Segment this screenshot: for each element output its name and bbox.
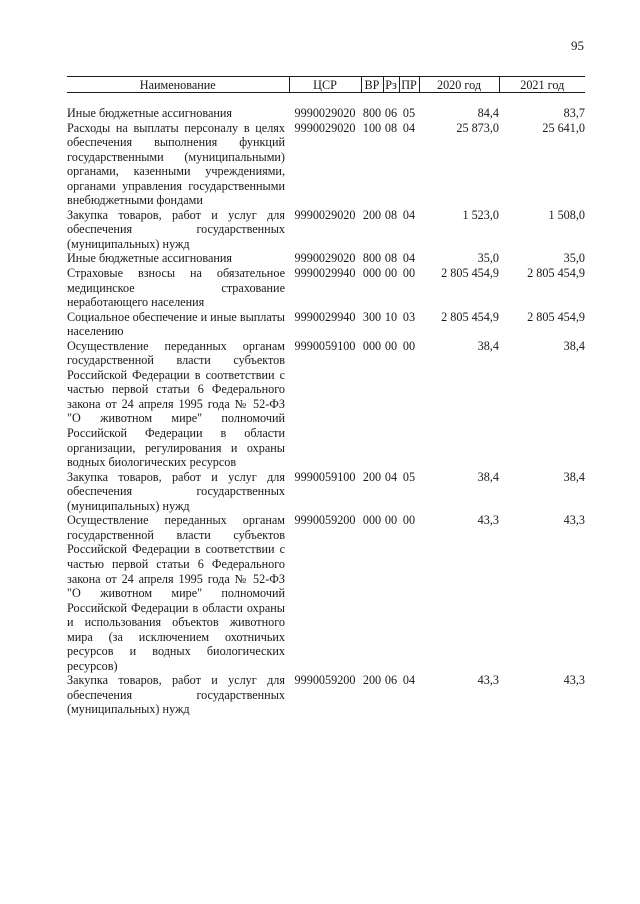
row-2021: 43,3 <box>563 673 585 688</box>
row-name: Закупка товаров, работ и услуг для обеспечения государственных (муниципальных) нужд <box>67 673 285 717</box>
row-rz: 00 <box>384 513 398 528</box>
row-2020: 25 873,0 <box>456 120 499 135</box>
row-2020: 2 805 454,9 <box>441 309 499 324</box>
row-pr: 00 <box>402 513 416 528</box>
row-rz: 00 <box>384 338 398 353</box>
row-pr: 05 <box>402 469 416 484</box>
row-2021: 1 508,0 <box>548 207 585 222</box>
row-rz: 06 <box>384 673 398 688</box>
row-vr: 800 <box>362 251 382 266</box>
row-csr: 9990029020 <box>294 251 356 266</box>
row-csr: 9990059200 <box>294 673 356 688</box>
row-2020: 43,3 <box>477 513 499 528</box>
row-2020: 38,4 <box>477 469 499 484</box>
table-row <box>67 470 585 514</box>
page-number: 95 <box>571 38 584 53</box>
header-2021: 2021 год <box>499 77 585 93</box>
header-name: Наименование <box>67 77 289 93</box>
row-vr: 100 <box>362 120 382 135</box>
row-vr: 200 <box>362 469 382 484</box>
row-csr: 9990059100 <box>294 338 356 353</box>
row-2020: 2 805 454,9 <box>441 266 499 281</box>
row-vr: 000 <box>362 338 382 353</box>
table-row <box>67 513 585 673</box>
row-pr: 04 <box>402 120 416 135</box>
row-pr: 05 <box>402 106 416 120</box>
row-pr: 00 <box>402 338 416 353</box>
budget-table <box>67 76 585 717</box>
row-csr: 9990029020 <box>294 120 356 135</box>
row-name: Осуществление переданных органам государственной власти субъектов Российской Федерации в соответствии с частью первой статьи 6 Федерального закона от 24 апреля 1995 года № 52-ФЗ "О животном мире" полномочий Российской Федерации в области организации, регулирования и охраны водных биологических ресурсов <box>67 338 285 470</box>
row-pr: 04 <box>402 251 416 266</box>
row-pr: 00 <box>402 266 416 281</box>
row-rz: 10 <box>384 309 398 324</box>
row-vr: 200 <box>362 673 382 688</box>
table-row <box>67 208 585 252</box>
row-name: Социальное обеспечение и иные выплаты населению <box>67 309 285 339</box>
row-vr: 800 <box>362 106 382 120</box>
table-row <box>67 339 585 470</box>
row-csr: 9990029940 <box>294 309 356 324</box>
row-name: Осуществление переданных органам государственной власти субъектов Российской Федерации в соответствии с частью первой статьи 6 Федерального закона от 24 апреля 1995 года № 52-ФЗ "О животном мире" полномочий Российской Федерации в области охраны и использования объектов животного мира (за исключением охотничьих ресурсов и водных биологических ресурсов) <box>67 513 285 673</box>
row-2021: 43,3 <box>563 513 585 528</box>
header-rz: Рз <box>383 77 399 93</box>
row-vr: 200 <box>362 207 382 222</box>
row-rz: 04 <box>384 469 398 484</box>
row-rz: 08 <box>384 251 398 266</box>
row-2021: 25 641,0 <box>542 120 585 135</box>
table-row <box>67 673 585 717</box>
header-2020: 2020 год <box>419 77 499 93</box>
row-vr: 000 <box>362 513 382 528</box>
row-pr: 03 <box>402 309 416 324</box>
row-2021: 38,4 <box>563 469 585 484</box>
row-vr: 300 <box>362 309 382 324</box>
table-header-row <box>67 77 585 93</box>
table-row <box>67 310 585 339</box>
row-2021: 38,4 <box>563 338 585 353</box>
header-vr: ВР <box>361 77 383 93</box>
row-rz: 00 <box>384 266 398 281</box>
row-name: Страховые взносы на обязательное медицинское страхование неработающего населения <box>67 266 285 310</box>
row-2021: 83,7 <box>563 106 585 120</box>
row-2020: 1 523,0 <box>462 207 499 222</box>
table-row <box>67 266 585 310</box>
row-csr: 9990029020 <box>294 207 356 222</box>
row-name: Расходы на выплаты персоналу в целях обеспечения выполнения функций государственными (муниципальными) органами, казенными учреждениями, органами управления государственными внебюджетными фондами <box>67 120 285 208</box>
row-name: Иные бюджетные ассигнования <box>67 251 233 266</box>
row-2020: 43,3 <box>477 673 499 688</box>
row-rz: 06 <box>384 106 398 120</box>
row-name: Закупка товаров, работ и услуг для обеспечения государственных (муниципальных) нужд <box>67 207 285 251</box>
row-csr: 9990059200 <box>294 513 356 528</box>
row-2021: 2 805 454,9 <box>527 309 585 324</box>
row-rz: 08 <box>384 207 398 222</box>
table-row <box>67 251 585 266</box>
row-pr: 04 <box>402 207 416 222</box>
row-vr: 000 <box>362 266 382 281</box>
table-row <box>67 121 585 208</box>
row-csr: 9990059100 <box>294 469 356 484</box>
row-name: Закупка товаров, работ и услуг для обеспечения государственных (муниципальных) нужд <box>67 469 285 513</box>
row-csr: 9990029940 <box>294 266 356 281</box>
row-name: Иные бюджетные ассигнования <box>67 106 233 120</box>
header-pr: ПР <box>399 77 419 93</box>
row-pr: 04 <box>402 673 416 688</box>
row-rz: 08 <box>384 120 398 135</box>
header-csr: ЦСР <box>289 77 361 93</box>
row-csr: 9990029020 <box>294 106 356 120</box>
table-row <box>67 93 585 121</box>
row-2020: 35,0 <box>477 251 499 266</box>
row-2021: 35,0 <box>563 251 585 266</box>
row-2020: 38,4 <box>477 338 499 353</box>
row-2021: 2 805 454,9 <box>527 266 585 281</box>
row-2020: 84,4 <box>477 106 499 120</box>
